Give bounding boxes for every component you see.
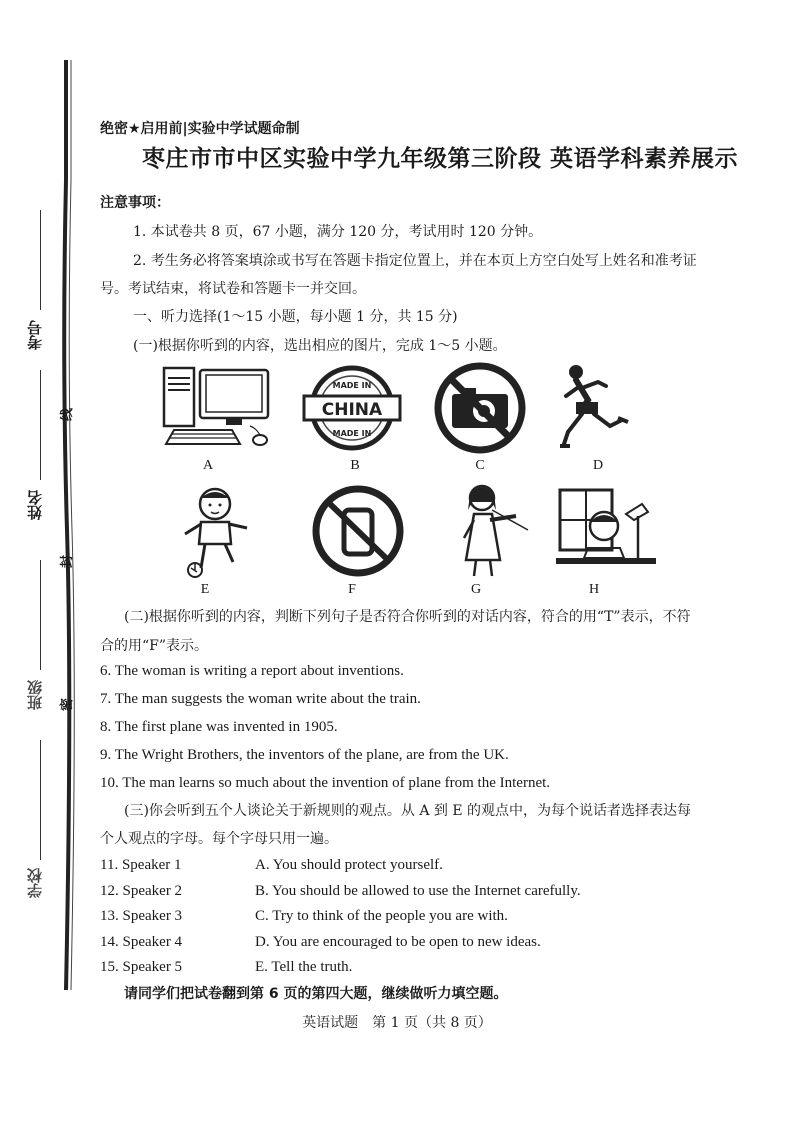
- notice-item-1: 1. 本试卷共 8 页，67 小题，满分 120 分，考试用时 120 分钟。: [133, 224, 543, 240]
- statement-7: 7. The man suggests the woman write about the train.: [100, 691, 421, 707]
- runner-icon: [558, 362, 633, 454]
- seal-mark-line: 线: [60, 407, 76, 422]
- made-in-china-stamp-icon: [298, 364, 406, 454]
- picture-label-b: B: [350, 458, 360, 473]
- girl-violin-icon: [452, 480, 532, 580]
- speaker-13: 13. Speaker 3: [100, 908, 183, 924]
- seal-mark-seal: 封: [60, 554, 76, 569]
- picture-label-f: F: [348, 582, 356, 597]
- boy-football-icon: [175, 484, 255, 578]
- stamp-text-china: CHINA: [321, 400, 383, 420]
- page-footer: 英语试题 第 1 页（共 8 页）: [302, 1015, 492, 1031]
- seal-mark-secret: 密: [60, 697, 76, 712]
- class-label: 班级: [26, 680, 44, 710]
- class-fill-line: [40, 560, 41, 670]
- stamp-text-bottom: MADE IN: [332, 429, 372, 438]
- exam-number-label: 考号: [26, 320, 44, 350]
- picture-label-c: C: [475, 458, 485, 473]
- speaker-14: 14. Speaker 4: [100, 934, 183, 950]
- statement-8: 8. The first plane was invented in 1905.: [100, 719, 338, 735]
- part3-instruction-b: 个人观点的字母。每个字母只用一遍。: [100, 831, 338, 847]
- no-camera-icon: [430, 362, 530, 454]
- part1-instruction: (一)根据你听到的内容，选出相应的图片，完成 1～5 小题。: [133, 338, 507, 354]
- part3-instruction-a: (三)你会听到五个人谈论关于新规则的观点。从 A 到 E 的观点中，为每个说话者选择表达每: [124, 803, 692, 819]
- statement-6: 6. The woman is writing a report about inventions.: [100, 663, 404, 679]
- picture-label-d: D: [592, 458, 604, 473]
- speaker-15: 15. Speaker 5: [100, 959, 183, 975]
- option-d: D. You are encouraged to be open to new ideas.: [255, 934, 541, 950]
- notice-heading: 注意事项：: [100, 195, 170, 211]
- picture-label-g: G: [470, 582, 482, 597]
- notice-item-2b: 号。考试结束，将试卷和答题卡一并交回。: [100, 281, 366, 297]
- name-fill-line: [40, 370, 41, 480]
- option-e: E. Tell the truth.: [255, 959, 353, 975]
- stamp-text-top: MADE IN: [332, 381, 372, 390]
- school-fill-line: [40, 740, 41, 860]
- exam-number-fill-line: [40, 210, 41, 310]
- picture-label-h: H: [588, 582, 600, 597]
- part2-instruction-a: (二)根据你听到的内容，判断下列句子是否符合你听到的对话内容，符合的用“T”表示，不符: [124, 609, 691, 625]
- picture-label-e: E: [200, 582, 210, 597]
- turn-page-note: 请同学们把试卷翻到第 6 页的第四大题，继续做听力填空题。: [124, 986, 508, 1002]
- speaker-12: 12. Speaker 2: [100, 883, 183, 899]
- page-title: 枣庄市市中区实验中学九年级第三阶段 英语学科素养展示: [141, 146, 738, 172]
- computer-icon: [160, 364, 275, 454]
- school-label: 学校: [26, 868, 44, 898]
- picture-label-a: A: [202, 458, 214, 473]
- notice-item-2a: 2. 考生务必将答案填涂或书写在答题卡指定位置上，并在本页上方空白处写上姓名和准考证: [133, 253, 697, 269]
- boy-reading-icon: [556, 486, 656, 572]
- statement-10: 10. The man learns so much about the invention of plane from the Internet.: [100, 775, 551, 791]
- part2-instruction-b: 合的用“F”表示。: [100, 638, 209, 654]
- confidential-tag: 绝密★启用前|实验中学试题命制: [100, 121, 300, 137]
- name-label: 姓名: [26, 490, 44, 520]
- section-heading: 一、听力选择(1～15 小题，每小题 1 分，共 15 分): [133, 309, 458, 325]
- statement-9: 9. The Wright Brothers, the inventors of the plane, are from the UK.: [100, 747, 509, 763]
- option-a: A. You should protect yourself.: [255, 857, 443, 873]
- speaker-11: 11. Speaker 1: [100, 857, 182, 873]
- option-b: B. You should be allowed to use the Internet carefully.: [255, 883, 581, 899]
- no-phone-icon: [308, 484, 408, 578]
- option-c: C. Try to think of the people you are with.: [255, 908, 508, 924]
